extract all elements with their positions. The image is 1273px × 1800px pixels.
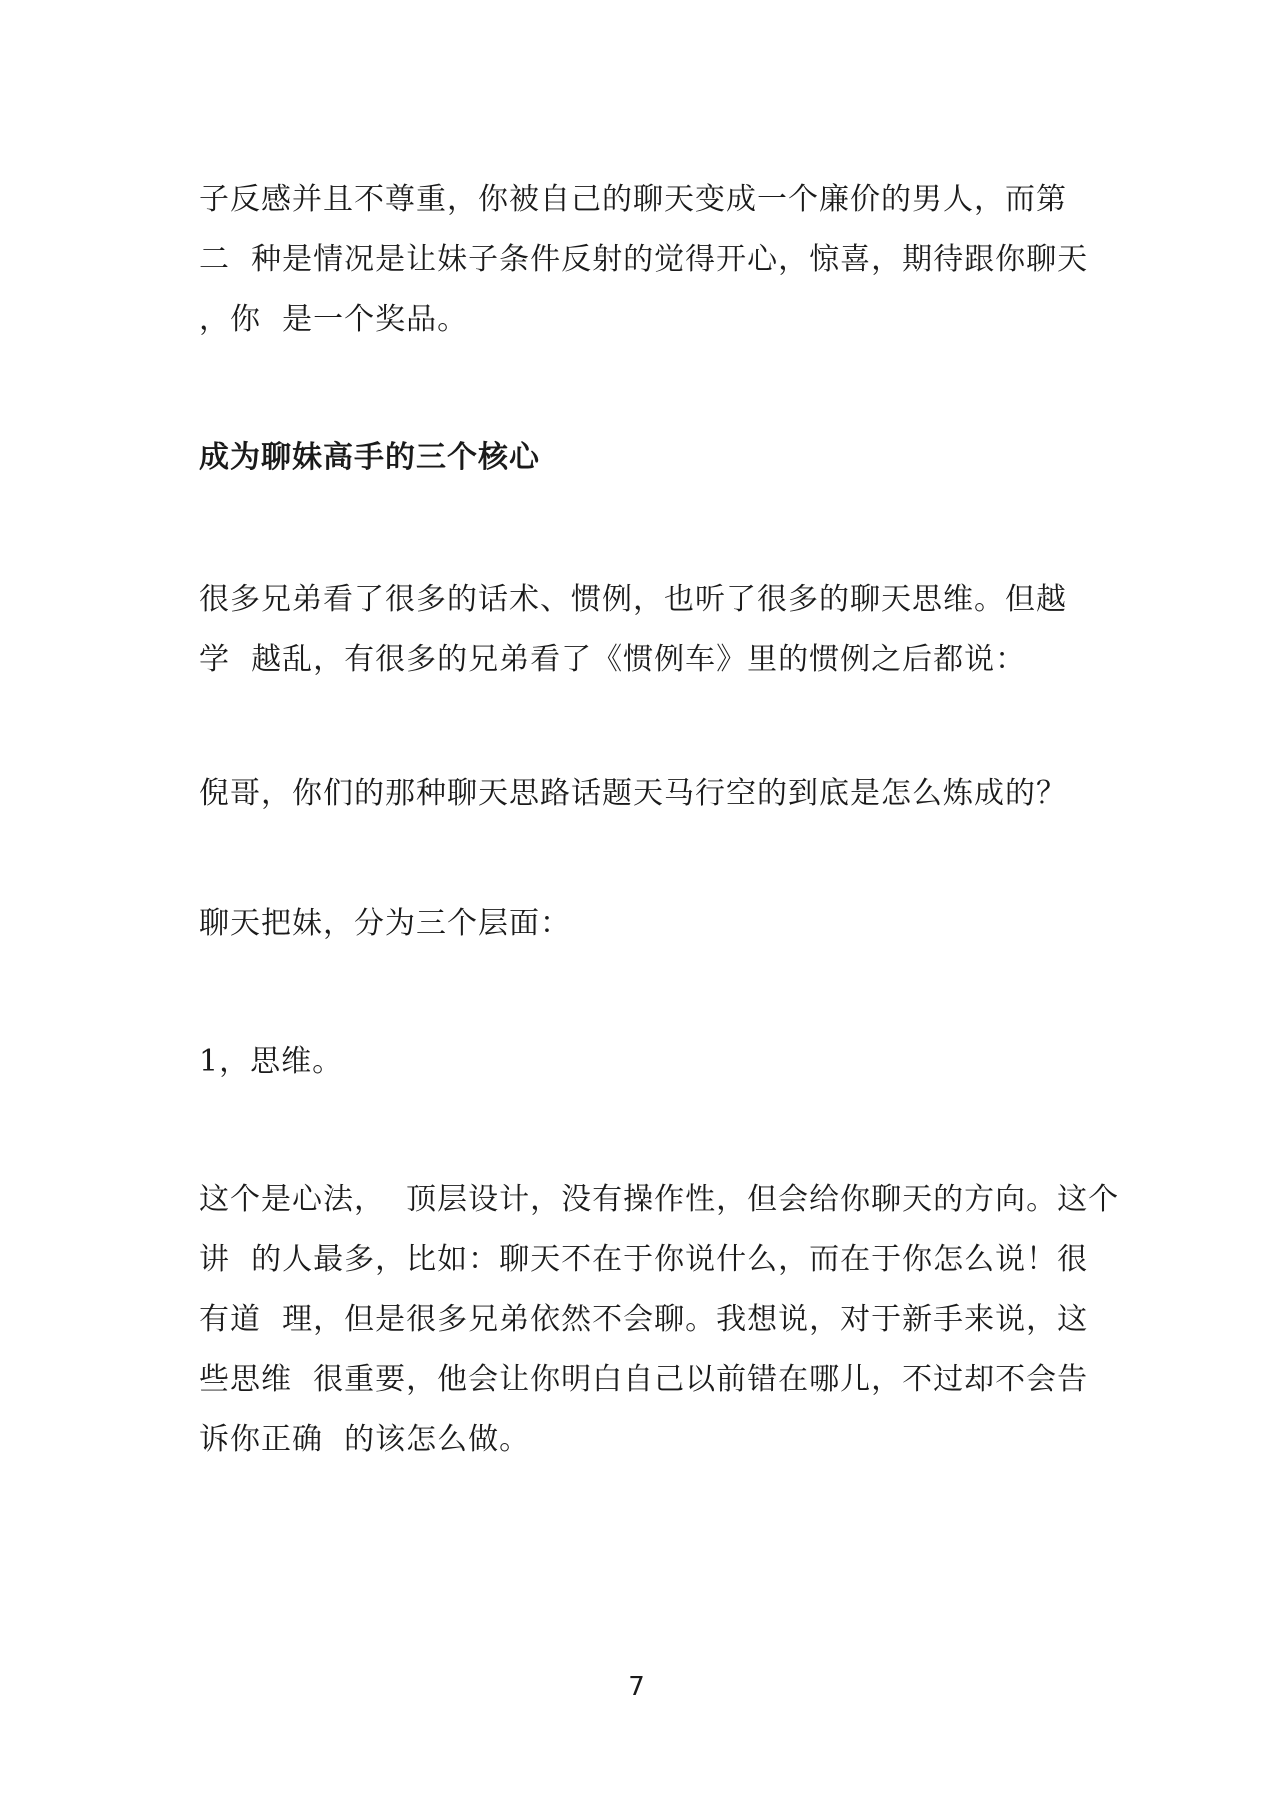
text-line: 些思维 很重要，他会让你明白自己以前错在哪儿，不过却不会告	[199, 1362, 1089, 1397]
paragraph-body-1	[199, 570, 1079, 690]
text-line: 讲 的人最多，比如：聊天不在于你说什么，而在于你怎么说！很	[199, 1242, 1089, 1277]
text-line: 聊天把妹，分为三个层面：	[199, 906, 571, 941]
text-line: 倪哥，你们的那种聊天思路话题天马行空的到底是怎么炼成的？	[199, 776, 1067, 811]
text-line: 1，思维。	[199, 1044, 344, 1079]
text-line: 子反感并且不尊重，你被自己的聊天变成一个廉价的男人，而第	[199, 182, 1067, 217]
paragraph-body-2	[199, 764, 1079, 824]
page-content	[199, 170, 1120, 1470]
text-line: 很多兄弟看了很多的话术、惯例，也听了很多的聊天思维。但越	[199, 582, 1067, 617]
paragraph-body-5	[199, 1170, 1120, 1470]
paragraph-body-4	[199, 1032, 1079, 1092]
text-line: 学 越乱，有很多的兄弟看了《惯例车》里的惯例之后都说：	[199, 642, 1027, 677]
text-line: 二 种是情况是让妹子条件反射的觉得开心，惊喜，期待跟你聊天	[199, 242, 1089, 277]
paragraph-intro	[199, 170, 1089, 350]
page-number: 7	[628, 1672, 645, 1702]
text-line: 这个是心法， 顶层设计，没有操作性，但会给你聊天的方向。这个	[199, 1182, 1120, 1217]
text-line: 有道 理，但是很多兄弟依然不会聊。我想说，对于新手来说，这	[199, 1302, 1089, 1337]
paragraph-body-3	[199, 894, 1079, 954]
text-line: 诉你正确 的该怎么做。	[199, 1422, 531, 1457]
section-heading: 成为聊妹高手的三个核心	[199, 440, 540, 475]
text-line: ，你 是一个奖品。	[199, 302, 469, 337]
